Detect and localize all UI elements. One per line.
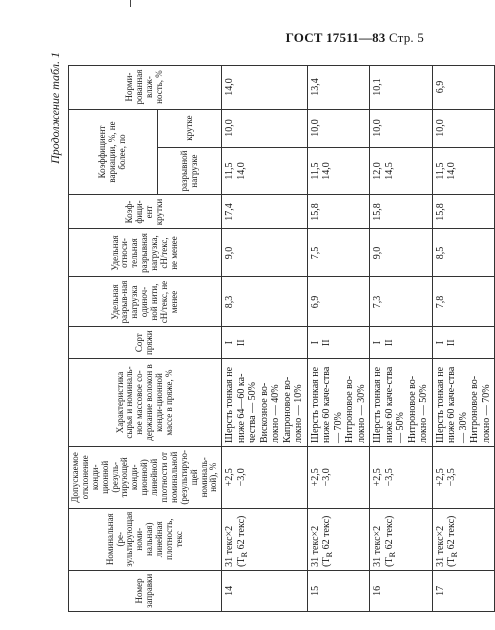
row-moisture: 6,9 <box>432 65 495 109</box>
row-breaking: 9,0 <box>222 229 308 277</box>
standard-number: ГОСТ 17511—83 <box>285 30 386 45</box>
row-composition: Шерсть тонкая не ниже 60 каче-ства — 70% Нитроновое во-локно — 30% <box>307 358 370 446</box>
row-variation-twist: 10,0 <box>222 109 308 147</box>
row-density: 31 текс×2 ($Т_R$ 62 текс) <box>222 508 308 570</box>
row-deviation: +2,5 −3,0 <box>222 446 308 508</box>
row-variation-load: 11,5 14,0 <box>432 147 495 195</box>
row-variation-twist: 10,0 <box>307 109 370 147</box>
row-variation-twist: 10,0 <box>370 109 433 147</box>
header-row <box>69 65 158 611</box>
header-variation-load: разрывной нагрузке <box>158 147 222 195</box>
row-composition: Шерсть тонкая не ниже 64—60 ка-чества — 50% Вискозное во-локно — 40% Капроновое во-локно — 10% <box>222 358 308 446</box>
row-tenacity: 7,8 <box>432 277 495 327</box>
header-variation-twist: крутке <box>158 109 222 147</box>
row-composition: Шерсть тонкая не ниже 60 каче-ства — 30% Нитроновое во-локно — 70% <box>432 358 495 446</box>
table-row <box>307 65 370 611</box>
row-moisture: 14,0 <box>222 65 308 109</box>
spec-table <box>68 65 495 612</box>
row-composition: Шерсть тонкая не ниже 60 каче-ства — 50% Нитроновое во-локно — 50% <box>370 358 433 446</box>
row-tenacity: 6,9 <box>307 277 370 327</box>
table-row <box>370 65 433 611</box>
row-breaking: 8,5 <box>432 229 495 277</box>
header-variation: Коэффициент вариации, %, не более, по <box>69 109 158 195</box>
table-row <box>222 65 308 611</box>
row-num: 17 <box>432 570 495 611</box>
row-variation-load: 11,5 14,0 <box>222 147 308 195</box>
header-num: Номер заправки <box>69 570 222 611</box>
row-variation-load: 11,5 14,0 <box>307 147 370 195</box>
scan-tick-mark <box>130 0 131 7</box>
row-variation-twist: 10,0 <box>432 109 495 147</box>
header-moisture: Норми-рованная влаж-ность, % <box>69 65 222 109</box>
header-deviation: Допускаемое отклонение конди-ционной (резуль-тирующей конди-ционной) линейной плотности от номинальной (результирую-щей номиналь-ной), % <box>69 446 222 508</box>
header-breaking: Удельная относи-тельная разрывная нагрузка, сН/текс, не менее <box>69 229 222 277</box>
table-row <box>432 65 495 611</box>
row-deviation: +2,5 −3,0 <box>307 446 370 508</box>
page-number: Стр. 5 <box>388 30 424 45</box>
header-tenacity: Удельная разрыв-ная нагрузка одиноч-ной нити, сН/текс, не менее <box>69 277 222 327</box>
row-moisture: 13,4 <box>307 65 370 109</box>
row-breaking: 9,0 <box>370 229 433 277</box>
row-grade: I II <box>432 327 495 358</box>
row-moisture: 10,1 <box>370 65 433 109</box>
row-density: 31 текс×2 ($Т_R$ 62 текс) <box>307 508 370 570</box>
row-deviation: +2,5 −3,5 <box>370 446 433 508</box>
row-grade: I II <box>222 327 308 358</box>
header-coefficient: Коэф-фици-ент крутки <box>69 195 222 229</box>
row-grade: I II <box>307 327 370 358</box>
row-num: 14 <box>222 570 308 611</box>
row-coefficient: 15,8 <box>307 195 370 229</box>
page-header <box>286 30 424 46</box>
row-density: 31 текс×2 ($Т_R$ 62 текс) <box>432 508 495 570</box>
rotated-table-block <box>48 52 492 612</box>
row-tenacity: 8,3 <box>222 277 308 327</box>
header-composition: Характеристика сырья и номиналь-ное массовое со-держание волокон в конди-ционной массе в пряже, % <box>69 358 222 446</box>
header-density: Номинальная (ре-зультирующая номи-нальная) линейная плотность, текс <box>69 508 222 570</box>
row-coefficient: 15,8 <box>370 195 433 229</box>
row-num: 16 <box>370 570 433 611</box>
row-coefficient: 17,4 <box>222 195 308 229</box>
row-coefficient: 15,8 <box>432 195 495 229</box>
header-grade: Сорт пряжи <box>69 327 222 358</box>
row-breaking: 7,5 <box>307 229 370 277</box>
row-num: 15 <box>307 570 370 611</box>
row-density: 31 текс×2 ($Т_R$ 62 текс) <box>370 508 433 570</box>
row-variation-load: 12,0 14,5 <box>370 147 433 195</box>
row-grade: I II <box>370 327 433 358</box>
row-tenacity: 7,3 <box>370 277 433 327</box>
row-deviation: +2,5 −3,5 <box>432 446 495 508</box>
continuation-label: Продолжение табл. 1 <box>48 52 62 164</box>
